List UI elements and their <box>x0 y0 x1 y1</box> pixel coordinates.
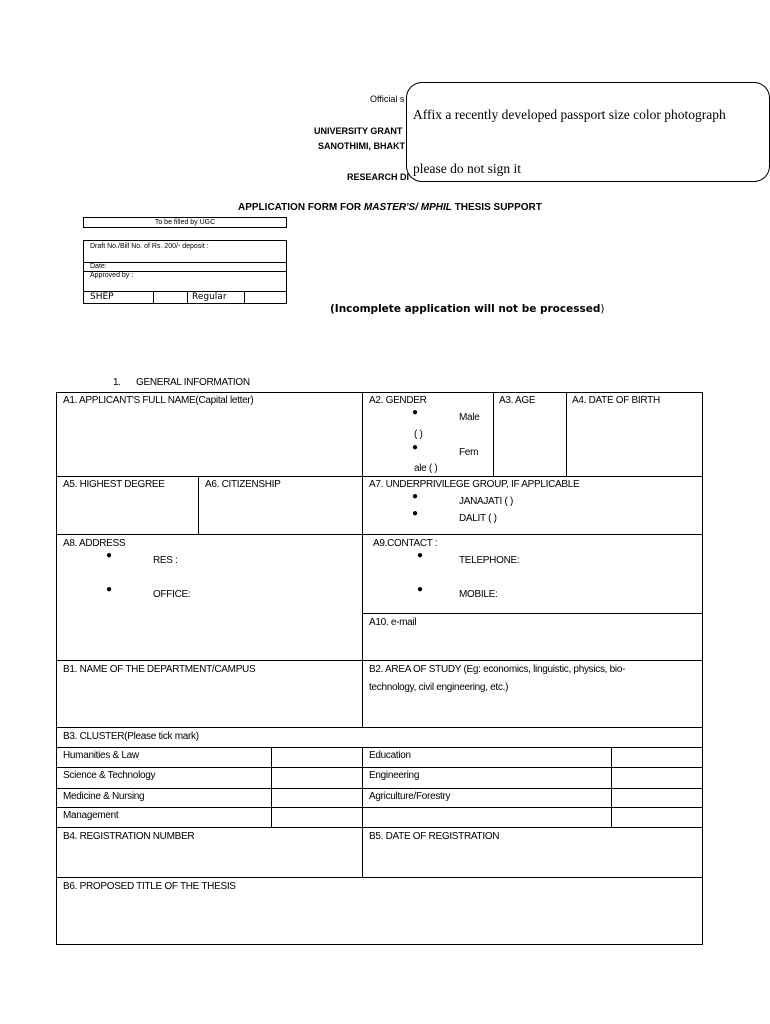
a4-dob-label: A4. DATE OF BIRTH <box>572 395 660 406</box>
a1-full-name-label: A1. APPLICANT'S FULL NAME(Capital letter) <box>63 395 254 406</box>
cluster-engineering: Engineering <box>369 770 420 781</box>
a8-address-label: A8. ADDRESS <box>63 538 126 549</box>
gender-male-checkbox[interactable]: ( ) <box>414 429 423 440</box>
bullet-icon: ● <box>412 407 419 418</box>
form-title-italic: MASTER'S/ MPHIL <box>363 202 452 213</box>
bullet-icon: ● <box>106 550 113 561</box>
cluster-education: Education <box>369 750 411 761</box>
incomplete-notice <box>330 303 605 315</box>
incomplete-notice-text: (Incomplete application will not be processed <box>330 303 601 315</box>
cluster-humanities-law: Humanities & Law <box>63 750 139 761</box>
b6-thesis-title-label: B6. PROPOSED TITLE OF THE THESIS <box>63 881 236 892</box>
janajati-option[interactable]: JANAJATI ( ) <box>459 496 513 507</box>
dalit-option[interactable]: DALIT ( ) <box>459 513 497 524</box>
incomplete-notice-close: ) <box>600 303 605 315</box>
ugc-heading-box <box>83 217 287 228</box>
bullet-icon: ● <box>417 584 424 595</box>
gender-male-label: Male <box>459 412 480 423</box>
gender-female-checkbox[interactable]: ale ( ) <box>414 463 438 474</box>
date-label: Date: <box>90 263 107 270</box>
tick-engineering[interactable] <box>612 768 701 788</box>
a9-contact-label: A9.CONTACT : <box>373 538 438 549</box>
tick-science-technology[interactable] <box>272 768 362 788</box>
form-title <box>238 202 542 213</box>
cluster-agriculture-forestry: Agriculture/Forestry <box>369 791 451 802</box>
bullet-icon: ● <box>412 508 419 519</box>
shep-label: SHEP <box>90 292 114 302</box>
bullet-icon: ● <box>106 584 113 595</box>
ugc-info-box <box>83 240 287 304</box>
gender-female-label: Fem <box>459 447 479 458</box>
a7-underprivilege-label: A7. UNDERPRIVILEGE GROUP, IF APPLICABLE <box>369 479 580 490</box>
b3-cluster-label: B3. CLUSTER(Please tick mark) <box>63 731 199 742</box>
b2-area-of-study-label: B2. AREA OF STUDY (Eg: economics, linguistic, physics, bio- <box>369 664 626 675</box>
res-address-label: RES : <box>153 555 178 566</box>
b2-area-of-study-examples: technology, civil engineering, etc.) <box>369 682 509 693</box>
office-address-label: OFFICE: <box>153 589 191 600</box>
section-title: GENERAL INFORMATION <box>136 377 250 388</box>
research-division: RESEARCH DI <box>347 172 410 182</box>
bullet-icon: ● <box>412 491 419 502</box>
bullet-icon: ● <box>417 550 424 561</box>
telephone-label: TELEPHONE: <box>459 555 520 566</box>
b4-registration-number-label: B4. REGISTRATION NUMBER <box>63 831 195 842</box>
tick-humanities-law[interactable] <box>272 748 362 767</box>
approved-label: Approved by : <box>90 272 134 279</box>
a2-gender-label: A2. GENDER <box>369 395 427 406</box>
form-title-prefix: APPLICATION FORM FOR <box>238 202 364 213</box>
cluster-medicine-nursing: Medicine & Nursing <box>63 791 145 802</box>
section-number: 1. <box>113 377 121 388</box>
b1-department-label: B1. NAME OF THE DEPARTMENT/CAMPUS <box>63 664 256 675</box>
a6-citizenship-label: A6. CITIZENSHIP <box>205 479 281 490</box>
bullet-icon: ● <box>412 442 419 453</box>
tick-education[interactable] <box>612 748 701 767</box>
form-title-suffix: THESIS SUPPORT <box>451 202 542 213</box>
photo-placeholder-box <box>406 82 770 182</box>
ugc-heading: To be filled by UGC <box>154 219 216 226</box>
mobile-label: MOBILE: <box>459 589 498 600</box>
a3-age-label: A3. AGE <box>499 395 536 406</box>
cluster-science-technology: Science & Technology <box>63 770 156 781</box>
official-seal-label: Official s <box>370 94 405 104</box>
photo-sign-note: please do not sign it <box>413 161 521 176</box>
tick-medicine-nursing[interactable] <box>272 789 362 807</box>
regular-label: Regular <box>192 292 227 302</box>
draft-label: Draft No./Bill No. of Rs. 200/- deposit : <box>90 243 209 250</box>
university-address: SANOTHIMI, BHAKT <box>318 141 405 151</box>
b5-registration-date-label: B5. DATE OF REGISTRATION <box>369 831 500 842</box>
photo-instruction: Affix a recently developed passport size color photograph <box>413 107 726 122</box>
a10-email-label: A10. e-mail <box>369 617 417 628</box>
university-name: UNIVERSITY GRANT <box>314 126 403 136</box>
cluster-management: Management <box>63 810 119 821</box>
tick-agriculture-forestry[interactable] <box>612 789 701 807</box>
a5-degree-label: A5. HIGHEST DEGREE <box>63 479 165 490</box>
tick-management[interactable] <box>272 808 362 827</box>
